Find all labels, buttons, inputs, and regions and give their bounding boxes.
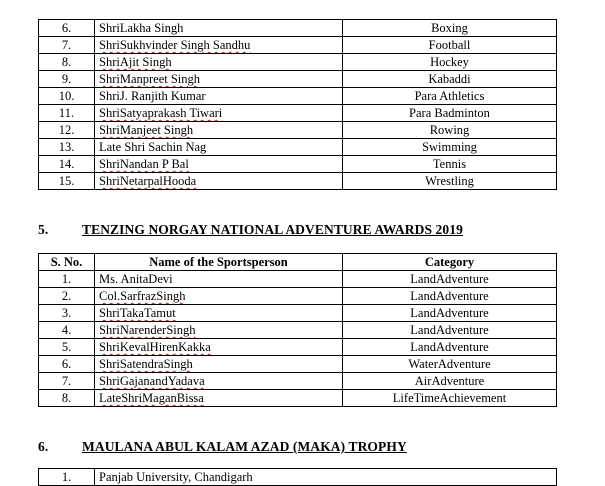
table-row: [39, 322, 557, 339]
table-row: [39, 305, 557, 322]
table-row: [39, 373, 557, 390]
serial-number: 4.: [39, 322, 95, 339]
serial-number: 8.: [39, 390, 95, 407]
table-row: [39, 173, 557, 190]
awardee-name: [95, 54, 343, 71]
awardee-name: [95, 122, 343, 139]
table-row: [39, 122, 557, 139]
awardee-name: Late Shri Sachin Nag: [95, 139, 343, 156]
serial-number: 1.: [39, 469, 95, 486]
award-category: AirAdventure: [343, 373, 557, 390]
awardee-name: Ms. AnitaDevi: [95, 271, 343, 288]
table-row: [39, 390, 557, 407]
table-header-row: [39, 254, 557, 271]
awardee-name: [95, 105, 343, 122]
serial-number: 9.: [39, 71, 95, 88]
table-row: [39, 105, 557, 122]
sport-discipline: Tennis: [343, 156, 557, 173]
serial-number: 12.: [39, 122, 95, 139]
section-number: 6.: [38, 439, 49, 454]
serial-number: 3.: [39, 305, 95, 322]
section-title: TENZING NORGAY NATIONAL ADVENTURE AWARDS 2019: [82, 222, 463, 237]
sport-discipline: Boxing: [343, 20, 557, 37]
serial-number: 7.: [39, 373, 95, 390]
section-heading-6: [38, 439, 407, 455]
awardees-table-continued: [38, 19, 557, 190]
awardee-name: [95, 373, 343, 390]
awardee-name: [95, 356, 343, 373]
sport-discipline: Hockey: [343, 54, 557, 71]
table-row: [39, 339, 557, 356]
university-name: Panjab University, Chandigarh: [95, 469, 557, 486]
awardee-name: [95, 288, 343, 305]
serial-number: 11.: [39, 105, 95, 122]
awardee-name-text: ShriGajanandYadava: [99, 374, 205, 388]
awardee-name: [95, 322, 343, 339]
serial-number: 5.: [39, 339, 95, 356]
serial-number: 6.: [39, 20, 95, 37]
table-row: [39, 139, 557, 156]
awardee-name-text: ShriAjit Singh: [99, 55, 172, 69]
awardee-name: ShriJ. Ranjith Kumar: [95, 88, 343, 105]
table-row: [39, 20, 557, 37]
column-header-name: Name of the Sportsperson: [95, 254, 343, 271]
serial-number: 8.: [39, 54, 95, 71]
section-heading-5: [38, 222, 463, 238]
sport-discipline: Swimming: [343, 139, 557, 156]
awardee-name: [95, 173, 343, 190]
awardee-name-text: Col.SarfrazSingh: [99, 289, 186, 303]
sport-discipline: Para Athletics: [343, 88, 557, 105]
section-number: 5.: [38, 222, 49, 237]
awardee-name-text: ShriSukhvinder Singh Sandhu: [99, 38, 251, 52]
table-row: [39, 37, 557, 54]
awardee-name-text: LateShriMaganBissa: [99, 391, 204, 405]
award-category: LandAdventure: [343, 305, 557, 322]
awardee-name-text: ShriTakaTamut: [99, 306, 176, 320]
sport-discipline: Football: [343, 37, 557, 54]
award-category: LifeTimeAchievement: [343, 390, 557, 407]
adventure-awards-table: [38, 253, 557, 407]
award-category: LandAdventure: [343, 322, 557, 339]
award-category: LandAdventure: [343, 288, 557, 305]
awardee-name-text: ShriSatendraSingh: [99, 357, 193, 371]
table-row: [39, 156, 557, 173]
awardee-name: [95, 37, 343, 54]
awardee-name: [95, 305, 343, 322]
awardee-name-text: ShriKevalHirenKakka: [99, 340, 211, 354]
awardee-name: [95, 339, 343, 356]
sport-discipline: Kabaddi: [343, 71, 557, 88]
awardee-name-text: ShriManjeet Singh: [99, 123, 194, 137]
awardee-name-text: ShriNarenderSingh: [99, 323, 196, 337]
maka-trophy-table: [38, 468, 557, 486]
serial-number: 7.: [39, 37, 95, 54]
serial-number: 14.: [39, 156, 95, 173]
table-row: [39, 288, 557, 305]
sport-discipline: Para Badminton: [343, 105, 557, 122]
serial-number: 10.: [39, 88, 95, 105]
table-row: [39, 88, 557, 105]
awardee-name-text: ShriSatyaprakash Tiwari: [99, 106, 223, 120]
awardee-name-text: ShriNetarpalHooda: [99, 174, 197, 188]
awardee-name-text: ShriManpreet Singh: [99, 72, 201, 86]
serial-number: 13.: [39, 139, 95, 156]
awardee-name: [95, 71, 343, 88]
serial-number: 1.: [39, 271, 95, 288]
sport-discipline: Rowing: [343, 122, 557, 139]
table-row: [39, 271, 557, 288]
awardee-name: ShriLakha Singh: [95, 20, 343, 37]
column-header-serial: S. No.: [39, 254, 95, 271]
table-row: [39, 71, 557, 88]
award-category: LandAdventure: [343, 339, 557, 356]
award-category: WaterAdventure: [343, 356, 557, 373]
awardee-name: [95, 156, 343, 173]
award-category: LandAdventure: [343, 271, 557, 288]
column-header-category: Category: [343, 254, 557, 271]
awardee-name: [95, 390, 343, 407]
serial-number: 15.: [39, 173, 95, 190]
serial-number: 2.: [39, 288, 95, 305]
section-title: MAULANA ABUL KALAM AZAD (MAKA) TROPHY: [82, 439, 407, 454]
table-row: [39, 54, 557, 71]
sport-discipline: Wrestling: [343, 173, 557, 190]
table-row: [39, 469, 557, 486]
awardee-name-text: ShriNandan P Bal: [99, 157, 189, 171]
table-row: [39, 356, 557, 373]
serial-number: 6.: [39, 356, 95, 373]
